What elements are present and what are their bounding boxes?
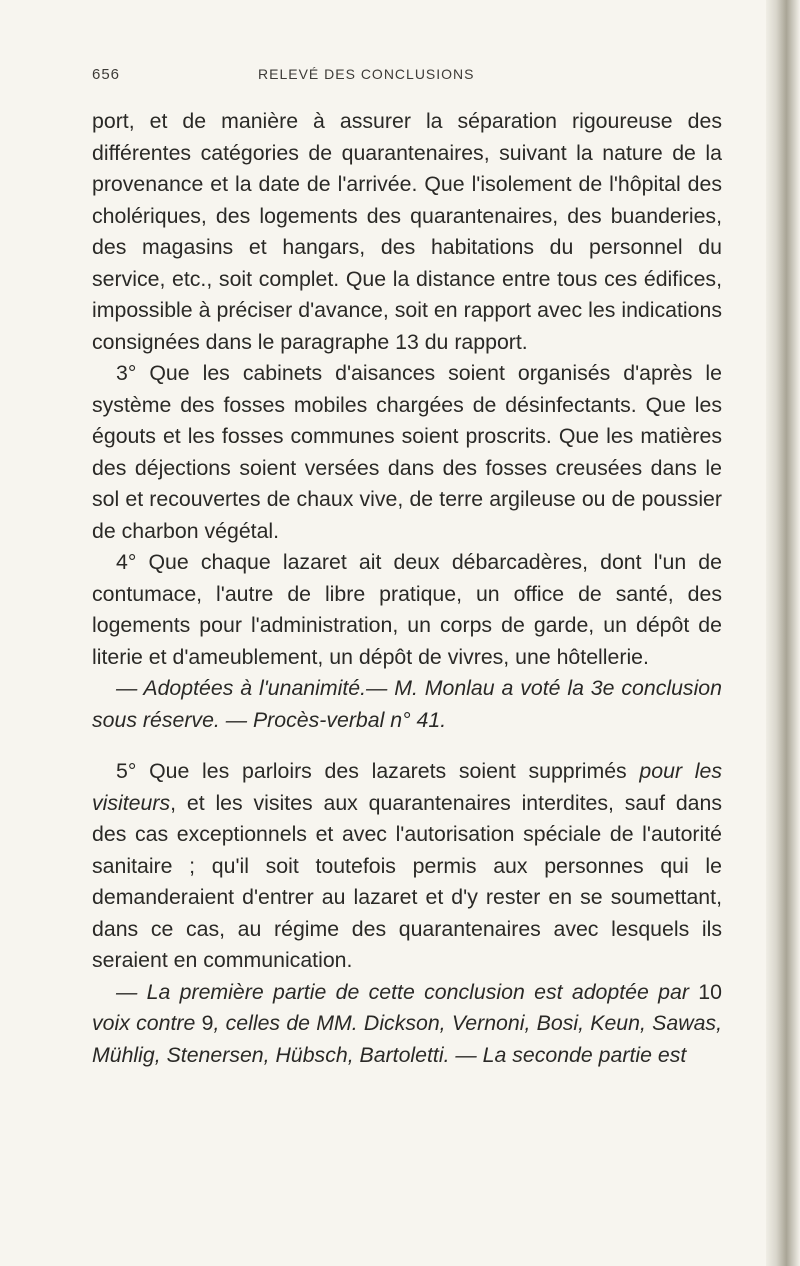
running-head <box>92 66 722 90</box>
paragraph-item-5 <box>92 756 722 977</box>
vote-count-against: 9 <box>201 1011 214 1035</box>
running-title: RELEVÉ DES CONCLUSIONS <box>258 66 475 82</box>
vote-note-1 <box>92 673 722 736</box>
page-edge <box>766 0 800 1266</box>
item-5-text-b: , et les visites aux quarantenaires interdites, sauf dans des cas exceptionnels et avec l'autorisation spéciale de l'autorité sanitaire ; qu'il soit toutefois permis aux personnes qui le demanderaient d'entrer au lazaret et d'y rester en se soumettant, dans ce cas, au régime des quarantenaires avec lesquels ils seraient en communication. <box>92 790 722 972</box>
paragraph-item-4: 4° Que chaque lazaret ait deux débarcadères, dont l'un de contumace, l'autre de libre pratique, un office de santé, des logements pour l'administration, un corps de garde, un dépôt de literie et d'ameublement, un dépôt de vivres, une hôtellerie. <box>92 550 722 669</box>
paragraph-item-3: 3° Que les cabinets d'aisances soient organisés d'après le système des fosses mobiles chargées de désinfectants. Que les égouts et les fosses communes soient proscrits. Que les matières des déjections soient versées dans des fosses creusées dans le sol et recouvertes de chaux vive, de terre argileuse ou de poussier de charbon végétal. <box>92 361 722 543</box>
vote-count-for: 10 <box>698 979 722 1004</box>
page-number: 656 <box>92 66 121 83</box>
body-text <box>92 106 722 1071</box>
vote-note-2-text-b: voix contre <box>92 1011 202 1035</box>
vote-note-1-text: — Adoptées à l'unanimité.— M. Monlau a voté la 3e conclusion sous réserve. — Procès-verbal n° 41. <box>92 676 722 732</box>
paragraph-continuation: port, et de manière à assurer la séparation rigoureuse des différentes catégories de quarantenaires, suivant la nature de la provenance et la date de l'arrivée. Que l'isolement de l'hôpital des cholériques, des logements des quarantenaires, des buanderies, des magasins et hangars, des habitations du personnel du service, etc., soit complet. Que la distance entre tous ces édifices, impossible à préciser d'avance, soit en rapport avec les indications consignées dans le paragraphe 13 du rapport. <box>92 109 722 354</box>
vote-note-2-text-a: — La première partie de cette conclusion est adoptée par <box>116 979 699 1004</box>
vote-note-2 <box>92 977 722 1072</box>
item-5-italic: pour les visiteurs <box>92 759 722 815</box>
item-5-text-a: 5° Que les parloirs des lazarets soient supprimés <box>116 759 640 783</box>
vote-note-2-text-c: , celles de MM. Dickson, Vernoni, Bosi, Keun, Sawas, Mühlig, Stenersen, Hübsch, Bartoletti. — La seconde partie est <box>92 1011 722 1067</box>
